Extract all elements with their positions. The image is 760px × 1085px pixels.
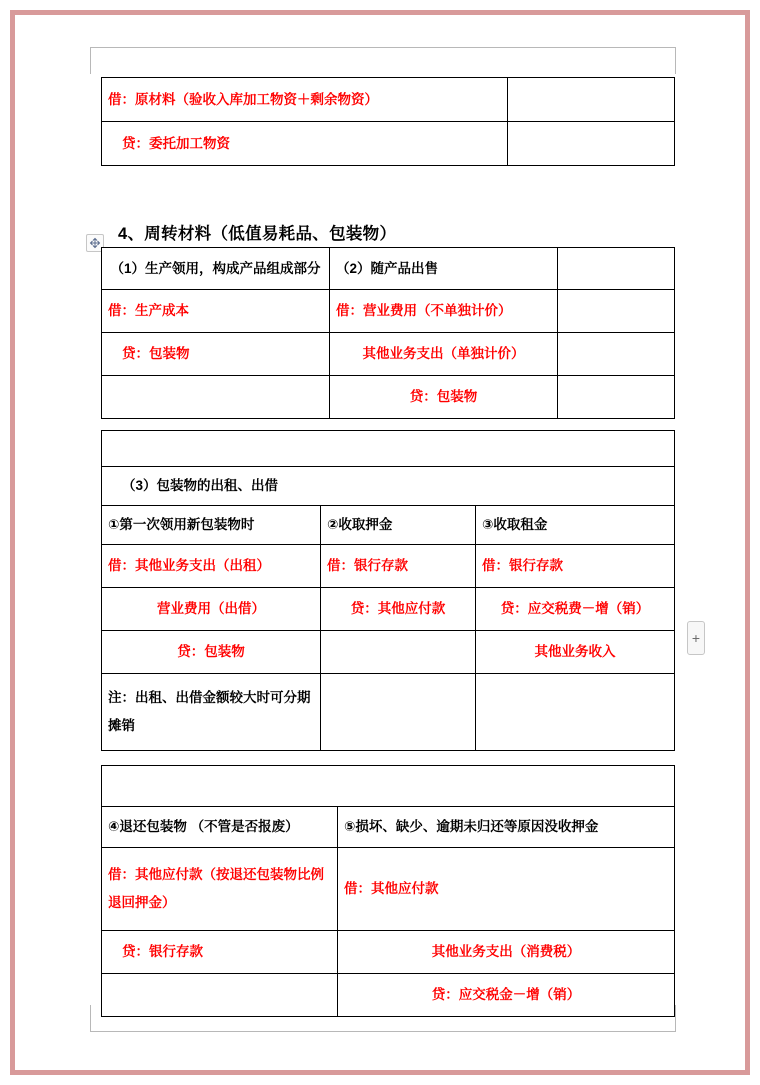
table-row[interactable] [102,848,675,931]
cell-credit-bank-deposit[interactable]: 贷：银行存款 [102,931,338,974]
table-packaging-rental-lending[interactable] [101,430,675,751]
table-row[interactable] [102,545,675,588]
document-page-frame [10,10,750,1075]
plus-icon: + [691,630,701,646]
cell-other-business-income[interactable]: 其他业务收入 [476,631,675,674]
header-production-use[interactable]: （1）生产领用，构成产品组成部分 [102,248,330,290]
cell-debit-operating-expense[interactable]: 借：营业费用（不单独计价） [330,290,558,333]
table-row[interactable] [102,122,675,166]
header-sold-with-product[interactable]: （2）随产品出售 [330,248,558,290]
cell-debit-other-business-expense-rent[interactable]: 借：其他业务支出（出租） [102,545,321,588]
cell-credit-other-payables[interactable]: 贷：其他应付款 [321,588,476,631]
cell-debit-raw-materials[interactable]: 借：原材料（验收入库加工物资＋剩余物资） [102,78,508,122]
cell-debit-bank-deposit-2[interactable]: 借：银行存款 [476,545,675,588]
cell-empty[interactable] [321,631,476,674]
cell-empty[interactable] [102,376,330,419]
table-row[interactable] [102,506,675,545]
insert-column-button[interactable] [687,621,705,655]
cell-credit-tax-payable-vat[interactable]: 贷：应交税费－增（销） [476,588,675,631]
cell-credit-packaging[interactable]: 贷：包装物 [102,333,330,376]
header-return-packaging[interactable]: ④退还包装物 （不管是否报废） [102,807,338,848]
cell-empty[interactable] [476,674,675,751]
cell-debit-bank-deposit-1[interactable]: 借：银行存款 [321,545,476,588]
table-processing-materials[interactable] [101,77,675,166]
cell-credit-entrusted-processing[interactable]: 贷：委托加工物资 [102,122,508,166]
table-row[interactable] [102,290,675,333]
header-forfeit-deposit[interactable]: ⑤损坏、缺少、逾期未归还等原因没收押金 [338,807,675,848]
cell-note-amortization[interactable]: 注：出租、出借金额较大时可分期摊销 [102,674,321,751]
cell-credit-packaging-2[interactable]: 贷：包装物 [330,376,558,419]
cell-empty[interactable] [558,290,675,333]
cell-spacer[interactable] [102,431,675,467]
table-revolving-materials-usage[interactable] [101,247,675,419]
table-row[interactable] [102,588,675,631]
cell-empty[interactable] [558,333,675,376]
table-row[interactable] [102,467,675,506]
table-row[interactable] [102,631,675,674]
table-row-spacer[interactable] [102,431,675,467]
cell-spacer[interactable] [102,766,675,807]
move-cross-icon [89,237,101,249]
table-packaging-return-forfeit[interactable] [101,765,675,1017]
table-row[interactable] [102,807,675,848]
table-row[interactable] [102,931,675,974]
cell-empty[interactable] [508,122,675,166]
cell-operating-expense-lend[interactable]: 营业费用（出借） [102,588,321,631]
margin-guide-top [116,47,649,48]
table-row[interactable] [102,376,675,419]
page-title: 4、周转材料（低值易耗品、包装物） [118,225,397,243]
cell-empty[interactable] [102,974,338,1017]
cell-debit-other-payables[interactable]: 借：其他应付款 [338,848,675,931]
cell-other-business-expense-consumption-tax[interactable]: 其他业务支出（消费税） [338,931,675,974]
cell-empty[interactable] [321,674,476,751]
margin-guide-bottom [116,1031,649,1032]
margin-marker-top-right [649,47,676,74]
header-first-issue-new-packaging[interactable]: ①第一次领用新包装物时 [102,506,321,545]
margin-marker-top-left [90,47,117,74]
table-row[interactable] [102,674,675,751]
table-row[interactable] [102,78,675,122]
cell-debit-other-payables-proportional[interactable]: 借：其他应付款（按退还包装物比例退回押金） [102,848,338,931]
table-row[interactable] [102,248,675,290]
cell-empty[interactable] [558,376,675,419]
cell-debit-production-cost[interactable]: 借：生产成本 [102,290,330,333]
cell-empty[interactable] [558,248,675,290]
cell-credit-tax-payable-vat-2[interactable]: 贷：应交税金－增（销） [338,974,675,1017]
header-collect-deposit[interactable]: ②收取押金 [321,506,476,545]
table-row[interactable] [102,333,675,376]
document-page-surface[interactable] [15,15,745,1070]
header-collect-rent[interactable]: ③收取租金 [476,506,675,545]
table-row-spacer[interactable] [102,766,675,807]
header-rental-lending-title[interactable]: （3）包装物的出租、出借 [102,467,675,506]
table-row[interactable] [102,974,675,1017]
cell-credit-packaging-3[interactable]: 贷：包装物 [102,631,321,674]
cell-empty[interactable] [508,78,675,122]
cell-other-business-expense[interactable]: 其他业务支出（单独计价） [330,333,558,376]
